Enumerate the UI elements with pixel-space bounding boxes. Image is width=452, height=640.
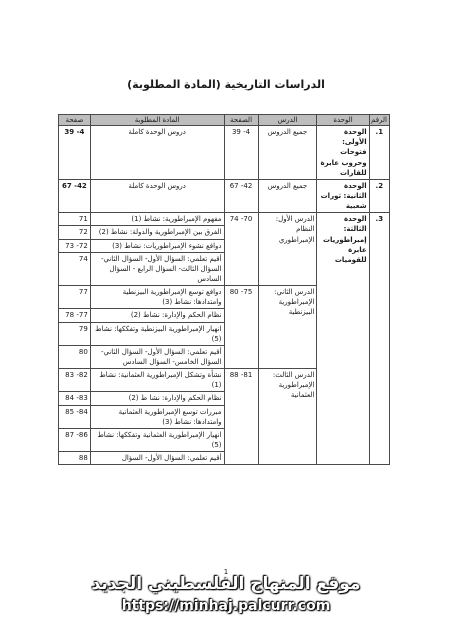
header-num: الرقم [369, 115, 389, 126]
material-pages: 84- 85 [59, 405, 91, 428]
material-pages: 77 [59, 286, 91, 309]
lesson-pages: 75- 80 [224, 286, 258, 369]
page-number: 1 [223, 568, 229, 576]
row-num: 1. [369, 126, 389, 180]
material-pages: 74 [59, 252, 91, 285]
lesson-pages: 81- 88 [224, 369, 258, 465]
header-lesson: الدرس [258, 115, 317, 126]
material-pages: 72- 73 [59, 239, 91, 252]
unit-name: الوحدة الثانية: ثورات شعبية [317, 179, 369, 212]
header-page: الصفحة [224, 115, 258, 126]
material-text: أقيم تعلمي: السؤال الأول- السؤال الثاني- السؤال الثالث- السؤال الرابع - السؤال السادس [90, 252, 224, 285]
material-pages: 4- 39 [59, 126, 91, 180]
table-row [59, 179, 390, 212]
material-text: مبررات توسع الإمبراطورية العثمانية وامتدادها: نشاط (3) [90, 405, 224, 428]
material-text: مفهوم الإمبراطورية: نشاط (1) [90, 213, 224, 226]
material-text: أقيم تعلمي: السؤال الأول- السؤال الثاني- السؤال الخامس- السؤال السادس [90, 345, 224, 368]
material-pages: 42- 67 [59, 179, 91, 212]
header-unit: الوحدة [317, 115, 369, 126]
required-material-table [58, 114, 390, 465]
material-pages: 83- 84 [59, 392, 91, 405]
material-pages: 80 [59, 345, 91, 368]
lesson-pages: 70- 74 [224, 213, 258, 286]
table-header-row [59, 115, 390, 126]
header-pages: صفحة [59, 115, 91, 126]
header-material: المادة المطلوبة [90, 115, 224, 126]
material-text: دوافع نشوء الإمبراطوريات: نشاط (3) [90, 239, 224, 252]
lesson-name: جميع الدروس [258, 179, 317, 212]
lesson-pages: 4- 39 [224, 126, 258, 180]
material-text: أقيم تعلمي: السؤال الأول- السؤال [90, 452, 224, 465]
row-num: 2. [369, 179, 389, 212]
material-text: انهيار الإمبراطورية البيزنطية وتفككها: نشاط (5) [90, 322, 224, 345]
material-pages: 71 [59, 213, 91, 226]
unit-name: الوحدة الثالثة: إمبراطوريات عابرة للقوميات [317, 213, 369, 465]
material-text: دروس الوحدة كاملة [90, 126, 224, 180]
material-text: الفرق بين الإمبراطورية والدولة: نشاط (2) [90, 226, 224, 239]
lesson-name: الدرس الثالث: الإمبراطورية العثمانية [258, 369, 317, 465]
lesson-pages: 42- 67 [224, 179, 258, 212]
lesson-name: جميع الدروس [258, 126, 317, 180]
material-pages: 79 [59, 322, 91, 345]
material-text: انهيار الإمبراطورية العثمانية وتفككها: نشاط (5) [90, 428, 224, 451]
material-pages: 77- 78 [59, 309, 91, 322]
unit-name: الوحدة الأولى: فتوحات وحروب عابرة للقارات [317, 126, 369, 180]
table-row [59, 126, 390, 180]
material-pages: 88 [59, 452, 91, 465]
material-text: نظام الحكم والإدارة: نشاط (2) [90, 309, 224, 322]
lesson-name: الدرس الأول: النظام الإمبراطوري [258, 213, 317, 286]
watermark-site-name: موقع المنهاج الفلسطيني الجديد [91, 574, 361, 594]
material-text: دوافع توسع الإمبراطورية البيزنطية وامتدادها: نشاط (3) [90, 286, 224, 309]
material-text: نشأة وتشكل الإمبراطورية العثمانية: نشاط (1) [90, 369, 224, 392]
material-text: نظام الحكم والإدارة: نشا ط (2) [90, 392, 224, 405]
watermark-url: https://minhaj.palcurr.com [121, 598, 331, 614]
material-pages: 72 [59, 226, 91, 239]
lesson-name: الدرس الثاني: الإمبراطورية البيزنطية [258, 286, 317, 369]
material-pages: 82- 83 [59, 369, 91, 392]
material-pages: 86- 87 [59, 428, 91, 451]
table-row [59, 213, 390, 226]
row-num: 3. [369, 213, 389, 465]
page-title: الدراسات التاريخية (المادة المطلوبة) [127, 78, 325, 91]
material-text: دروس الوحدة كاملة [90, 179, 224, 212]
